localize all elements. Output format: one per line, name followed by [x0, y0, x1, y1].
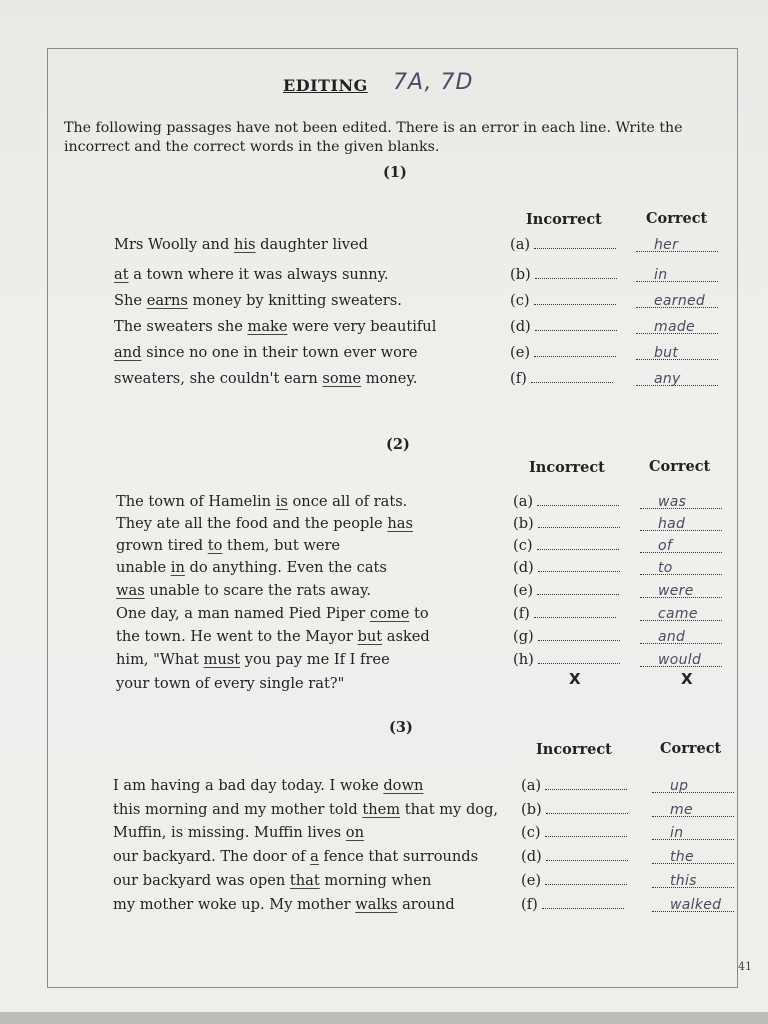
passage-line — [113, 896, 455, 913]
handwritten-answer: would — [658, 652, 702, 668]
error-word: some — [322, 370, 362, 387]
line-text: them, but were — [222, 537, 341, 554]
error-word: down — [383, 777, 424, 794]
error-word: is — [275, 493, 288, 510]
handwritten-answer: any — [654, 371, 681, 387]
line-text: to — [409, 605, 429, 622]
correct-blank[interactable] — [652, 799, 734, 819]
error-word: earns — [146, 292, 188, 309]
blank-label: (b) — [513, 515, 534, 532]
correct-blank[interactable] — [652, 822, 734, 842]
incorrect-blank[interactable] — [521, 896, 624, 913]
page-title: EDITING — [283, 76, 368, 95]
dotted-blank — [538, 653, 620, 664]
passage-line — [116, 628, 430, 645]
handwritten-answer: walked — [670, 897, 722, 913]
incorrect-blank[interactable] — [510, 266, 617, 283]
dotted-blank — [534, 346, 616, 357]
dotted-blank — [538, 561, 620, 572]
line-text: One day, a man named Pied Piper — [116, 605, 370, 622]
incorrect-blank[interactable] — [521, 848, 628, 865]
dotted-blank — [652, 816, 734, 817]
incorrect-header: Incorrect — [526, 211, 602, 228]
passage-line — [114, 318, 436, 335]
handwritten-answer: in — [654, 267, 668, 283]
dotted-blank — [545, 874, 627, 885]
line-text: do anything. Even the cats — [184, 559, 387, 576]
dotted-blank — [538, 517, 620, 528]
dotted-blank — [542, 898, 624, 909]
dotted-blank — [535, 320, 617, 331]
passage-line — [116, 515, 413, 532]
error-word: in — [170, 559, 185, 576]
passage-line — [114, 344, 417, 361]
error-word: make — [247, 318, 288, 335]
passage-line — [113, 848, 478, 865]
correct-blank[interactable] — [636, 234, 718, 254]
line-text: the town. He went to the Mayor — [116, 628, 358, 645]
dotted-blank — [546, 803, 628, 814]
passage-line — [113, 801, 498, 818]
blank-label: (d) — [521, 848, 542, 865]
line-text: this morning and my mother told — [113, 801, 363, 818]
incorrect-blank[interactable] — [521, 801, 628, 818]
error-word: to — [207, 537, 223, 554]
correct-blank[interactable] — [652, 870, 734, 890]
dotted-blank — [640, 552, 722, 553]
correct-blank[interactable] — [640, 513, 722, 533]
line-text: grown tired — [116, 537, 208, 554]
blank-label: (e) — [510, 344, 531, 361]
handwritten-answer: up — [670, 778, 689, 794]
line-text: daughter lived — [255, 236, 368, 253]
blank-label: (d) — [510, 318, 531, 335]
incorrect-blank[interactable] — [510, 292, 616, 309]
correct-blank[interactable] — [640, 603, 722, 623]
handwritten-answer: had — [658, 516, 686, 532]
handwritten-answer: was — [658, 494, 687, 510]
dotted-blank — [538, 630, 620, 641]
passage-line — [114, 292, 402, 309]
handwritten-answer: made — [654, 319, 695, 335]
incorrect-header: Incorrect — [536, 741, 612, 758]
handwritten-answer: her — [654, 237, 679, 253]
passage-line — [116, 537, 340, 554]
incorrect-blank[interactable] — [510, 236, 616, 253]
correct-blank[interactable] — [636, 342, 718, 362]
line-text: since no one in their town ever wore — [141, 344, 418, 361]
error-word: them — [362, 801, 401, 818]
incorrect-blank[interactable] — [513, 651, 620, 668]
line-text: our backyard was open — [113, 872, 290, 889]
error-word: has — [387, 515, 413, 532]
blank-label: (h) — [513, 651, 534, 668]
passage-line — [113, 777, 423, 794]
error-word: must — [203, 651, 241, 668]
correct-blank[interactable] — [640, 535, 722, 555]
error-word: and — [114, 344, 142, 361]
line-text: your town of every single rat?" — [116, 675, 345, 692]
incorrect-blank[interactable] — [513, 605, 616, 622]
line-text: money. — [361, 370, 418, 387]
line-text: money by knitting sweaters. — [187, 292, 402, 309]
correct-blank[interactable] — [652, 846, 734, 866]
blank-label: (a) — [513, 493, 534, 510]
dotted-blank — [531, 372, 613, 383]
line-text: asked — [382, 628, 430, 645]
handwritten-note: 7A, 7D — [393, 70, 474, 95]
blank-label: (f) — [513, 605, 530, 622]
dotted-blank — [534, 238, 616, 249]
line-text: morning when — [319, 872, 432, 889]
line-text: She — [114, 292, 147, 309]
line-text: around — [397, 896, 455, 913]
passage-line — [113, 824, 364, 841]
blank-label: (a) — [521, 777, 542, 794]
correct-blank[interactable] — [636, 264, 718, 284]
line-text: The town of Hamelin — [116, 493, 276, 510]
blank-label: (c) — [513, 537, 533, 554]
dotted-blank — [652, 792, 734, 793]
x-mark: X — [569, 670, 581, 688]
correct-blank[interactable] — [636, 368, 718, 388]
dotted-blank — [534, 607, 616, 618]
error-word: a — [310, 848, 319, 865]
dotted-blank — [534, 294, 616, 305]
error-word: walks — [355, 896, 398, 913]
passage-line — [114, 236, 368, 253]
handwritten-answer: to — [658, 560, 673, 576]
blank-label: (b) — [510, 266, 531, 283]
passage-line — [116, 651, 390, 668]
line-text: I am having a bad day today. I woke — [113, 777, 384, 794]
correct-header: Correct — [646, 210, 708, 227]
correct-blank[interactable] — [636, 290, 718, 310]
line-text: Mrs Woolly and — [114, 236, 234, 253]
correct-blank[interactable] — [652, 775, 734, 795]
line-text: you pay me If I free — [240, 651, 390, 668]
handwritten-answer: came — [658, 606, 698, 622]
passage-line — [116, 582, 371, 599]
dotted-blank — [535, 268, 617, 279]
blank-label: (e) — [521, 872, 542, 889]
error-word: his — [233, 236, 256, 253]
blank-label: (g) — [513, 628, 534, 645]
line-text: unable to scare the rats away. — [144, 582, 372, 599]
incorrect-blank[interactable] — [510, 370, 613, 387]
handwritten-answer: the — [670, 849, 694, 865]
error-word: was — [116, 582, 145, 599]
passage-line — [116, 493, 407, 510]
incorrect-blank[interactable] — [513, 628, 620, 645]
line-text: my mother woke up. My mother — [113, 896, 356, 913]
error-word: but — [357, 628, 383, 645]
line-text: unable — [116, 559, 171, 576]
line-text: Muffin, is missing. Muffin lives — [113, 824, 346, 841]
correct-blank[interactable] — [640, 580, 722, 600]
line-text: that my dog, — [400, 801, 499, 818]
correct-blank[interactable] — [640, 491, 722, 511]
line-text: were very beautiful — [287, 318, 437, 335]
handwritten-answer: of — [658, 538, 673, 554]
error-word: on — [345, 824, 364, 841]
line-text: fence that surrounds — [318, 848, 479, 865]
line-text: sweaters, she couldn't earn — [114, 370, 323, 387]
blank-label: (c) — [521, 824, 541, 841]
line-text: They ate all the food and the people — [116, 515, 388, 532]
correct-blank[interactable] — [640, 557, 722, 577]
section-label: (2) — [386, 436, 410, 453]
section-label: (3) — [389, 719, 413, 736]
correct-blank[interactable] — [640, 649, 722, 669]
dotted-blank — [652, 839, 734, 840]
blank-label: (e) — [513, 582, 534, 599]
handwritten-answer: me — [670, 802, 693, 818]
incorrect-blank[interactable] — [513, 537, 619, 554]
passage-line — [116, 605, 429, 622]
x-mark: X — [681, 670, 693, 688]
section-label: (1) — [383, 164, 407, 181]
dotted-blank — [636, 281, 718, 282]
line-text: once all of rats. — [287, 493, 408, 510]
incorrect-blank[interactable] — [521, 872, 627, 889]
incorrect-blank[interactable] — [513, 515, 620, 532]
blank-label: (d) — [513, 559, 534, 576]
error-word: come — [369, 605, 410, 622]
incorrect-blank[interactable] — [510, 318, 617, 335]
passage-line — [114, 370, 417, 387]
incorrect-blank[interactable] — [521, 824, 627, 841]
blank-label: (c) — [510, 292, 530, 309]
handwritten-answer: and — [658, 629, 686, 645]
blank-label: (f) — [521, 896, 538, 913]
dotted-blank — [640, 574, 722, 575]
line-text: him, "What — [116, 651, 204, 668]
line-text: our backyard. The door of — [113, 848, 311, 865]
dotted-blank — [537, 495, 619, 506]
correct-blank[interactable] — [652, 894, 734, 914]
blank-label: (f) — [510, 370, 527, 387]
handwritten-answer: in — [670, 825, 684, 841]
blank-label: (b) — [521, 801, 542, 818]
page-number: 41 — [738, 960, 752, 973]
line-text: a town where it was always sunny. — [128, 266, 389, 283]
passage-line — [113, 872, 431, 889]
incorrect-blank[interactable] — [521, 777, 627, 794]
handwritten-answer: but — [654, 345, 679, 361]
incorrect-blank[interactable] — [510, 344, 616, 361]
error-word: at — [114, 266, 129, 283]
incorrect-blank[interactable] — [513, 493, 619, 510]
correct-header: Correct — [649, 458, 711, 475]
dotted-blank — [537, 584, 619, 595]
passage-line — [116, 559, 387, 576]
correct-header: Correct — [660, 740, 722, 757]
incorrect-blank[interactable] — [513, 582, 619, 599]
instructions: The following passages have not been edited. There is an error in each line. Write the incorrect and the correct words in the given blanks. — [64, 120, 683, 155]
error-word: that — [289, 872, 320, 889]
handwritten-answer: were — [658, 583, 694, 599]
dotted-blank — [546, 850, 628, 861]
correct-blank[interactable] — [640, 626, 722, 646]
incorrect-header: Incorrect — [529, 459, 605, 476]
dotted-blank — [537, 539, 619, 550]
line-text: The sweaters she — [114, 318, 248, 335]
correct-blank[interactable] — [636, 316, 718, 336]
blank-label: (a) — [510, 236, 531, 253]
handwritten-answer: earned — [654, 293, 706, 309]
dotted-blank — [545, 779, 627, 790]
dotted-blank — [545, 826, 627, 837]
handwritten-answer: this — [670, 873, 697, 889]
passage-line — [114, 266, 389, 283]
passage-line — [116, 675, 344, 692]
incorrect-blank[interactable] — [513, 559, 620, 576]
